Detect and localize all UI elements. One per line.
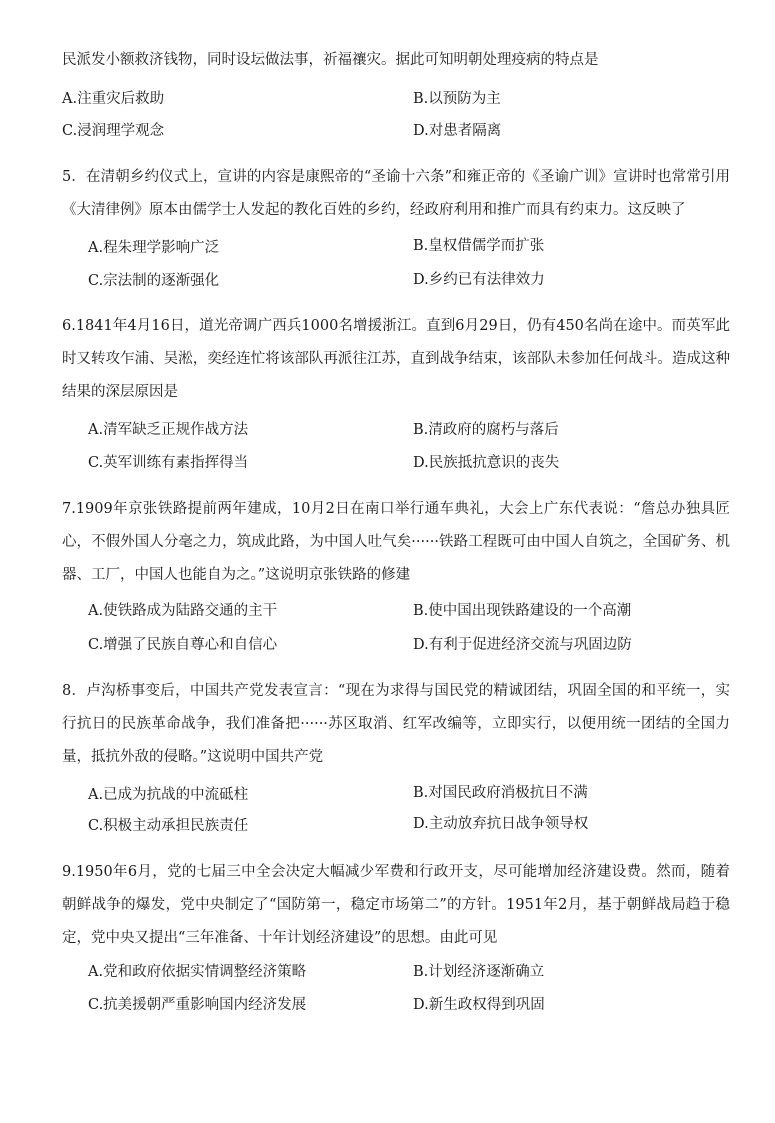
question-4-option-d: D.对患者隔离: [413, 123, 502, 139]
question-6-option-b: B.清政府的腐朽与落后: [413, 422, 559, 438]
question-7-option-c: C.增强了民族自尊心和自信心: [88, 637, 278, 653]
question-7-option-a: A.使铁路成为陆路交通的主干: [88, 603, 278, 619]
question-5-stem: 5．在清朝乡约仪式上，宣讲的内容是康熙帝的“圣谕十六条”和雍正帝的《圣谕广训》宣讲时也常常引用《大清律例》原本由儒学士人发起的教化百姓的乡约，经政府利用和推广而具有约束力。这反映了: [62, 169, 730, 218]
question-6-option-a: A.清军缺乏正规作战方法: [88, 422, 249, 438]
question-6-stem: 6.1841年4月16日，道光帝调广西兵1000名增援浙江。直到6月29日，仍有450名尚在途中。而英军此时又转攻乍浦、吴淞，奕经连忙将该部队再派往江苏，直到战争结束，该部队未参加任何战斗。造成这种结果的深层原因是: [62, 318, 730, 400]
question-7-option-d: D.有利于促进经济交流与巩固边防: [413, 637, 632, 653]
question-5-option-a: A.程朱理学影响广泛: [88, 240, 220, 256]
question-4-stem: 民派发小额救济钱物，同时设坛做法事，祈福禳灾。据此可知明朝处理疫病的特点是: [62, 52, 599, 68]
question-9-stem: 9.1950年6月，党的七届三中全会决定大幅减少军费和行政开支，尽可能增加经济建设费。然而，随着朝鲜战争的爆发，党中央制定了“国防第一，稳定市场第二”的方针。1951年2月，基于朝鲜战局趋于稳定，党中央又提出“三年准备、十年计划经济建设”的思想。由此可见: [62, 864, 730, 946]
question-6-option-c: C.英军训练有素指挥得当: [88, 455, 249, 471]
question-5-option-d: D.乡约已有法律效力: [413, 272, 545, 288]
question-9-option-c: C.抗美援朝严重影响国内经济发展: [88, 997, 307, 1013]
question-9-option-a: A.党和政府依据实情调整经济策略: [88, 964, 307, 980]
question-6-option-d: D.民族抵抗意识的丧失: [413, 455, 560, 471]
question-9-option-d: D.新生政权得到巩固: [413, 997, 545, 1013]
question-4-option-c: C.浸润理学观念: [62, 123, 165, 139]
question-7-option-b: B.使中国出现铁路建设的一个高潮: [413, 603, 632, 619]
question-4-option-b: B.以预防为主: [413, 91, 501, 107]
question-8-option-c: C.积极主动承担民族责任: [88, 818, 249, 834]
question-8-option-b: B.对国民政府消极抗日不满: [413, 785, 588, 801]
question-5-option-b: B.皇权借儒学而扩张: [413, 238, 545, 254]
question-8-option-a: A.已成为抗战的中流砥柱: [88, 787, 249, 803]
question-7-stem: 7.1909年京张铁路提前两年建成，10月2日在南口举行通车典礼，大会上广东代表说：“詹总办独具匠心，不假外国人分毫之力，筑成此路，为中国人吐气矣······铁路工程既可由中国人自筑之，全国矿务、机器、工厂，中国人也能自为之。”这说明京张铁路的修建: [62, 501, 730, 583]
question-5-option-c: C.宗法制的逐渐强化: [88, 273, 220, 289]
question-8-option-d: D.主动放弃抗日战争领导权: [413, 816, 589, 832]
question-8-stem: 8．卢沟桥事变后，中国共产党发表宣言：“现在为求得与国民党的精诚团结，巩固全国的和平统一，实行抗日的民族革命战争，我们准备把······苏区取消、红军改编等，立即实行，以便用统一团结的全国力量，抵抗外敌的侵略。”这说明中国共产党: [62, 683, 730, 765]
question-4-option-a: A.注重灾后救助: [62, 91, 165, 107]
question-9-option-b: B.计划经济逐渐确立: [413, 964, 545, 980]
